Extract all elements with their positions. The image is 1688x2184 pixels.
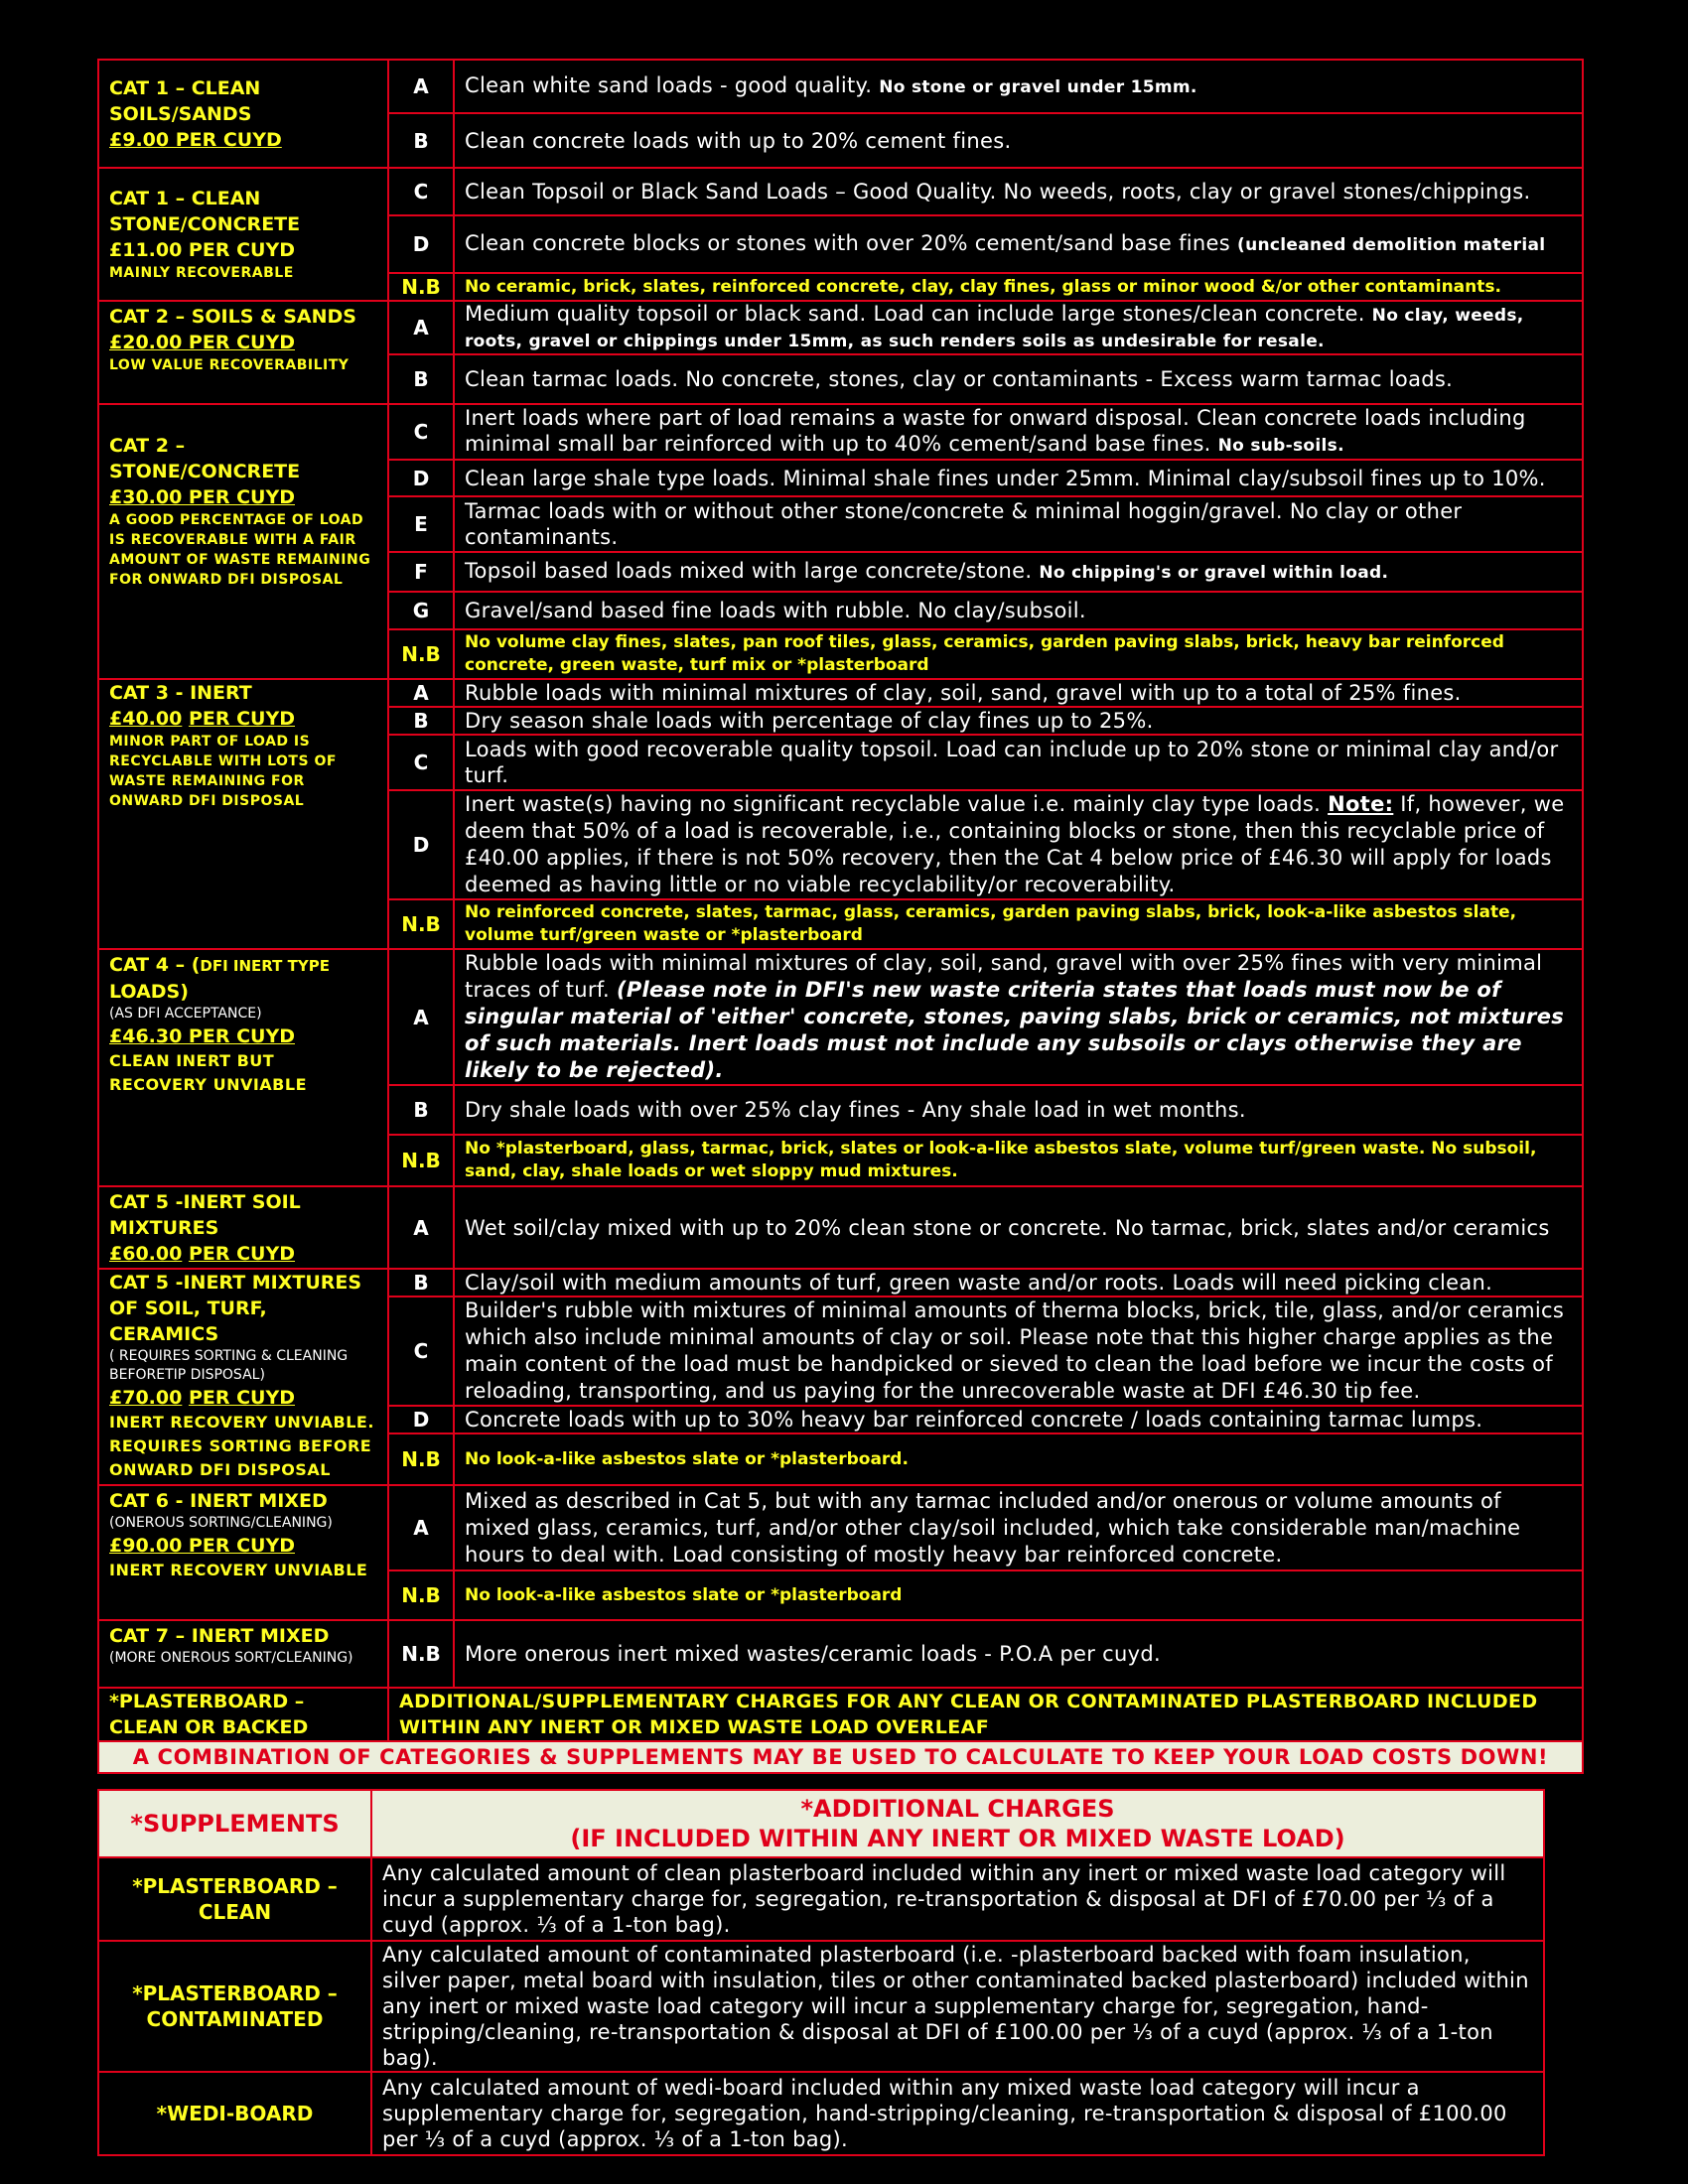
row-letter-nb: N.B	[388, 1570, 454, 1620]
desc-italic: (Please note in DFI's new waste criteria states that loads must now be of singular material of 'either' concrete, stones, paving slabs, brick or ceramics, not mixtures of such materials. Inert loads must not include any subsoils or clays otherwise they are likely to be rejected).	[465, 978, 1565, 1082]
category-price-unit: PER CUYD	[188, 1242, 296, 1265]
desc-bold: No stone or gravel under 15mm.	[879, 77, 1197, 97]
table-row	[98, 1186, 1583, 1269]
row-description: Rubble loads with minimal mixtures of clay, soil, sand, gravel with up to a total of 25% fines.	[454, 679, 1583, 707]
row-letter: A	[388, 60, 454, 113]
table-row	[98, 1485, 1583, 1570]
category-price: £90.00 PER CUYD	[109, 1535, 295, 1557]
supplement-label	[98, 1941, 371, 2072]
row-letter-nb: N.B	[388, 273, 454, 301]
category-cell	[98, 1269, 388, 1485]
row-description: Clean Topsoil or Black Sand Loads – Good Quality. No weeds, roots, clay or gravel stones/chippings.	[454, 168, 1583, 215]
category-price: £46.30 PER CUYD	[109, 1025, 295, 1047]
category-title: CAT 5 -INERT SOIL	[109, 1190, 301, 1213]
footer-banner: A COMBINATION OF CATEGORIES & SUPPLEMENTS MAY BE USED TO CALCULATE TO KEEP YOUR LOAD COSTS DOWN!	[98, 1741, 1583, 1773]
table-row	[98, 2072, 1544, 2155]
category-title: CAT 1 – CLEAN	[109, 188, 261, 209]
category-cell	[98, 679, 388, 949]
row-description: Clay/soil with medium amounts of turf, green waste and/or roots. Loads will need picking clean.	[454, 1269, 1583, 1297]
category-cell	[98, 404, 388, 679]
category-price: £30.00 PER CUYD	[109, 486, 295, 508]
row-letter: G	[388, 592, 454, 629]
category-price: £40.00	[109, 708, 183, 730]
row-description	[454, 60, 1583, 113]
category-cell	[98, 1186, 388, 1269]
row-description: Builder's rubble with mixtures of minimal amounts of therma blocks, brick, tile, glass, and/or ceramics which also include minimal amounts of clay or soil. Please note that this higher charge applies as the main content of the load must be handpicked or sieved to clean the load before we incur the costs of reloading, transporting, and us paying for the unrecoverable waste at DFI £46.30 tip fee.	[454, 1297, 1583, 1406]
table-row	[98, 949, 1583, 1085]
table-row	[98, 301, 1583, 354]
row-description	[454, 949, 1583, 1085]
table-row	[98, 1741, 1583, 1773]
label-line: CONTAMINATED	[146, 2007, 324, 2031]
category-sub: (AS DFI ACCEPTANCE)	[109, 1006, 262, 1022]
desc-bold: No clay, weeds, roots, gravel or chippings under 15mm, as such renders soils as undesirable for resale.	[465, 306, 1524, 351]
header-line: (IF INCLUDED WITHIN ANY INERT OR MIXED WASTE LOAD)	[570, 1825, 1345, 1852]
category-cell	[98, 1620, 388, 1688]
row-description: Wet soil/clay mixed with up to 20% clean stone or concrete. No tarmac, brick, slates and/or ceramics	[454, 1186, 1583, 1269]
label-line: *PLASTERBOARD –	[132, 1874, 338, 1898]
table-row	[98, 1269, 1583, 1297]
label-line: *WEDI-BOARD	[156, 2102, 314, 2125]
row-description: Dry season shale loads with percentage of clay fines up to 25%.	[454, 707, 1583, 735]
row-nb-text: No look-a-like asbestos slate or *plasterboard.	[454, 1433, 1583, 1485]
row-letter-nb: N.B	[388, 899, 454, 949]
desc-bold: No chipping's or gravel within load.	[1039, 563, 1389, 583]
category-note: CLEAN INERT BUT RECOVERY UNVIABLE	[109, 1051, 307, 1094]
row-letter: A	[388, 679, 454, 707]
category-title: CAT 6 - INERT MIXED	[109, 1490, 328, 1512]
row-description: Dry shale loads with over 25% clay fines - Any shale load in wet months.	[454, 1085, 1583, 1135]
row-description	[454, 301, 1583, 354]
desc-text: Clean concrete blocks or stones with over 20% cement/sand base fines	[465, 231, 1231, 255]
supplement-description: Any calculated amount of wedi-board included within any mixed waste load category will incur a supplementary charge for, segregation, hand-stripping/cleaning, re-transportation & disposal of £100.00 per ⅓ of a cuyd (approx. ⅓ of a 1-ton bag).	[371, 2072, 1544, 2155]
category-cell	[98, 168, 388, 301]
row-letter: C	[388, 1297, 454, 1406]
row-description	[454, 790, 1583, 899]
desc-text: Rubble loads with minimal mixtures of clay, soil, sand, gravel with over 25% fines with very minimal traces of turf.	[465, 951, 1543, 1002]
category-title: CAT 3 - INERT	[109, 682, 252, 704]
desc-note: Note:	[1328, 792, 1394, 816]
category-note: LOW VALUE RECOVERABILITY	[109, 357, 350, 373]
category-title: SOILS/SANDS	[109, 102, 252, 125]
row-letter: D	[388, 460, 454, 496]
row-nb-text: No *plasterboard, glass, tarmac, brick, slates or look-a-like asbestos slate, volume turf/green waste. No subsoil, sand, clay, shale loads or wet sloppy mud mixtures.	[454, 1135, 1583, 1186]
row-description	[454, 552, 1583, 592]
row-letter-nb: N.B	[388, 629, 454, 679]
category-price: £60.00	[109, 1242, 183, 1265]
category-note: INERT RECOVERY UNVIABLE	[109, 1561, 368, 1579]
category-title: CAT 7 – INERT MIXED	[109, 1625, 330, 1647]
row-letter: N.B	[388, 1620, 454, 1688]
category-title: STONE/CONCRETE	[109, 213, 301, 235]
table-row	[98, 60, 1583, 113]
category-title: CAT 5 -INERT MIXTURES	[109, 1272, 362, 1294]
header-line: *ADDITIONAL CHARGES	[800, 1795, 1115, 1823]
category-title: CLEAN OR BACKED	[109, 1716, 309, 1738]
row-letter: B	[388, 354, 454, 404]
category-note: A GOOD PERCENTAGE OF LOAD IS RECOVERABLE WITH A FAIR AMOUNT OF WASTE REMAINING FOR ONWARD DFI DISPOSAL	[109, 512, 371, 588]
row-letter: B	[388, 1269, 454, 1297]
supplements-header: *SUPPLEMENTS	[98, 1790, 371, 1857]
row-description: Mixed as described in Cat 5, but with any tarmac included and/or onerous or volume amounts of mixed glass, ceramics, turf, and/or other clay/soil included, which take considerable man/machine hours to deal with. Load consisting of mostly heavy bar reinforced concrete.	[454, 1485, 1583, 1570]
category-title: CAT 2 –	[109, 435, 186, 457]
category-sub: (ONEROUS SORTING/CLEANING)	[109, 1515, 333, 1531]
desc-text: Inert loads where part of load remains a waste for onward disposal. Clean concrete loads including minimal small bar reinforced with up to 40% cement/sand base fines.	[465, 406, 1526, 456]
category-title: STONE/CONCRETE	[109, 461, 301, 482]
supplement-label	[98, 2072, 371, 2155]
row-letter: A	[388, 1186, 454, 1269]
row-letter: D	[388, 215, 454, 273]
category-title: LOADS)	[109, 981, 189, 1003]
row-description: Clean concrete loads with up to 20% cement fines.	[454, 113, 1583, 168]
row-description: Clean large shale type loads. Minimal shale fines under 25mm. Minimal clay/subsoil fines up to 10%.	[454, 460, 1583, 496]
row-description	[454, 215, 1583, 273]
category-title: CAT 1 – CLEAN	[109, 76, 261, 99]
plasterboard-note: ADDITIONAL/SUPPLEMENTARY CHARGES FOR ANY CLEAN OR CONTAMINATED PLASTERBOARD INCLUDED WITHIN ANY INERT OR MIXED WASTE LOAD OVERLEAF	[388, 1688, 1583, 1741]
table-row	[98, 1620, 1583, 1688]
row-description: More onerous inert mixed wastes/ceramic loads - P.O.A per cuyd.	[454, 1620, 1583, 1688]
category-note: INERT RECOVERY UNVIABLE. REQUIRES SORTING BEFORE ONWARD DFI DISPOSAL	[109, 1413, 374, 1479]
category-title: OF SOIL, TURF,	[109, 1297, 267, 1319]
table-row	[98, 679, 1583, 707]
category-sub: (MORE ONEROUS SORT/CLEANING)	[109, 1650, 353, 1666]
category-price: £70.00	[109, 1387, 183, 1409]
row-letter: C	[388, 168, 454, 215]
row-nb-text: No ceramic, brick, slates, reinforced concrete, clay, clay fines, glass or minor wood &/or other contaminants.	[454, 273, 1583, 301]
category-title: CAT 2 – SOILS & SANDS	[109, 306, 356, 328]
category-cell	[98, 1688, 388, 1741]
row-description: Tarmac loads with or without other stone/concrete & minimal hoggin/gravel. No clay or other contaminants.	[454, 496, 1583, 552]
table-row	[98, 168, 1583, 215]
category-price: £20.00 PER CUYD	[109, 332, 295, 353]
row-letter: A	[388, 301, 454, 354]
desc-text: Topsoil based loads mixed with large concrete/stone.	[465, 559, 1033, 583]
supplements-table	[97, 1789, 1545, 2156]
category-title: MIXTURES	[109, 1216, 219, 1239]
row-description: Gravel/sand based fine loads with rubble. No clay/subsoil.	[454, 592, 1583, 629]
table-row	[98, 1790, 1544, 1857]
desc-text: If, however, we deem that 50% of a load is recoverable, i.e., containing blocks or stone, then this recyclable price of £40.00 applies, if there is not 50% recovery, then the Cat 4 below price of £46.30 will apply for loads deemed as having little or no viable recyclability/or recoverability.	[465, 792, 1565, 896]
category-cell	[98, 301, 388, 404]
row-letter: D	[388, 790, 454, 899]
row-letter: B	[388, 1085, 454, 1135]
row-description: Concrete loads with up to 30% heavy bar reinforced concrete / loads containing tarmac lumps.	[454, 1406, 1583, 1433]
category-cell	[98, 949, 388, 1186]
category-note: MAINLY RECOVERABLE	[109, 265, 294, 281]
category-title: CERAMICS	[109, 1323, 219, 1345]
table-row	[98, 1941, 1544, 2072]
row-description: Clean tarmac loads. No concrete, stones, clay or contaminants - Excess warm tarmac loads.	[454, 354, 1583, 404]
label-line: CLEAN	[198, 1900, 272, 1924]
row-letter: B	[388, 113, 454, 168]
row-letter: E	[388, 496, 454, 552]
desc-text: Inert waste(s) having no significant recyclable value i.e. mainly clay type loads.	[465, 792, 1322, 816]
category-price-unit: PER CUYD	[188, 708, 296, 730]
row-description	[454, 404, 1583, 460]
desc-text: Medium quality topsoil or black sand. Load can include large stones/clean concrete.	[465, 302, 1365, 326]
row-letter: B	[388, 707, 454, 735]
row-letter: C	[388, 735, 454, 790]
category-price: £11.00 PER CUYD	[109, 239, 295, 261]
row-letter: D	[388, 1406, 454, 1433]
category-cell	[98, 1485, 388, 1620]
row-nb-text: No reinforced concrete, slates, tarmac, glass, ceramics, garden paving slabs, brick, look-a-like asbestos slate, volume turf/green waste or *plasterboard	[454, 899, 1583, 949]
desc-text: Clean white sand loads - good quality.	[465, 73, 873, 97]
desc-bold: No sub-soils.	[1217, 436, 1344, 456]
category-title	[109, 952, 377, 979]
category-title-part: CAT 4 – (	[109, 954, 201, 976]
table-row	[98, 1857, 1544, 1941]
label-line: *PLASTERBOARD –	[132, 1981, 338, 2005]
category-note: MINOR PART OF LOAD IS RECYCLABLE WITH LOTS OF WASTE REMAINING FOR ONWARD DFI DISPOSAL	[109, 734, 337, 809]
category-price-table	[97, 59, 1584, 1774]
supplement-description: Any calculated amount of contaminated plasterboard (i.e. -plasterboard backed with foam insulation, silver paper, metal board with insulation, tiles or other contaminated backed plasterboard) included within any inert or mixed waste load category will incur a supplementary charge for, segregation, hand-stripping/cleaning, re-transportation & disposal at DFI of £100.00 per ⅓ of a cuyd (approx. ⅓ of a 1-ton bag).	[371, 1941, 1544, 2072]
row-letter-nb: N.B	[388, 1135, 454, 1186]
category-title-part: DFI INERT TYPE	[200, 957, 330, 975]
table-row	[98, 1688, 1583, 1741]
supplement-label	[98, 1857, 371, 1941]
row-letter: A	[388, 949, 454, 1085]
category-price: £9.00 PER CUYD	[109, 128, 282, 151]
category-cell	[98, 60, 388, 168]
row-letter: F	[388, 552, 454, 592]
row-description: Loads with good recoverable quality topsoil. Load can include up to 20% stone or minimal clay and/or turf.	[454, 735, 1583, 790]
category-title: *PLASTERBOARD –	[109, 1691, 305, 1712]
row-letter: C	[388, 404, 454, 460]
row-nb-text: No volume clay fines, slates, pan roof tiles, glass, ceramics, garden paving slabs, brick, heavy bar reinforced concrete, green waste, turf mix or *plasterboard	[454, 629, 1583, 679]
supplement-description: Any calculated amount of clean plasterboard included within any inert or mixed waste load category will incur a supplementary charge for, segregation, re-transportation & disposal at DFI of £70.00 per ⅓ of a cuyd (approx. ⅓ of a 1-ton bag).	[371, 1857, 1544, 1941]
row-letter: A	[388, 1485, 454, 1570]
desc-bold: (uncleaned demolition material	[1237, 235, 1546, 255]
table-row	[98, 404, 1583, 460]
row-nb-text: No look-a-like asbestos slate or *plasterboard	[454, 1570, 1583, 1620]
category-sub: ( REQUIRES SORTING & CLEANING BEFORETIP DISPOSAL)	[109, 1348, 349, 1383]
category-price-unit: PER CUYD	[188, 1387, 296, 1409]
additional-charges-header	[371, 1790, 1544, 1857]
row-letter-nb: N.B	[388, 1433, 454, 1485]
